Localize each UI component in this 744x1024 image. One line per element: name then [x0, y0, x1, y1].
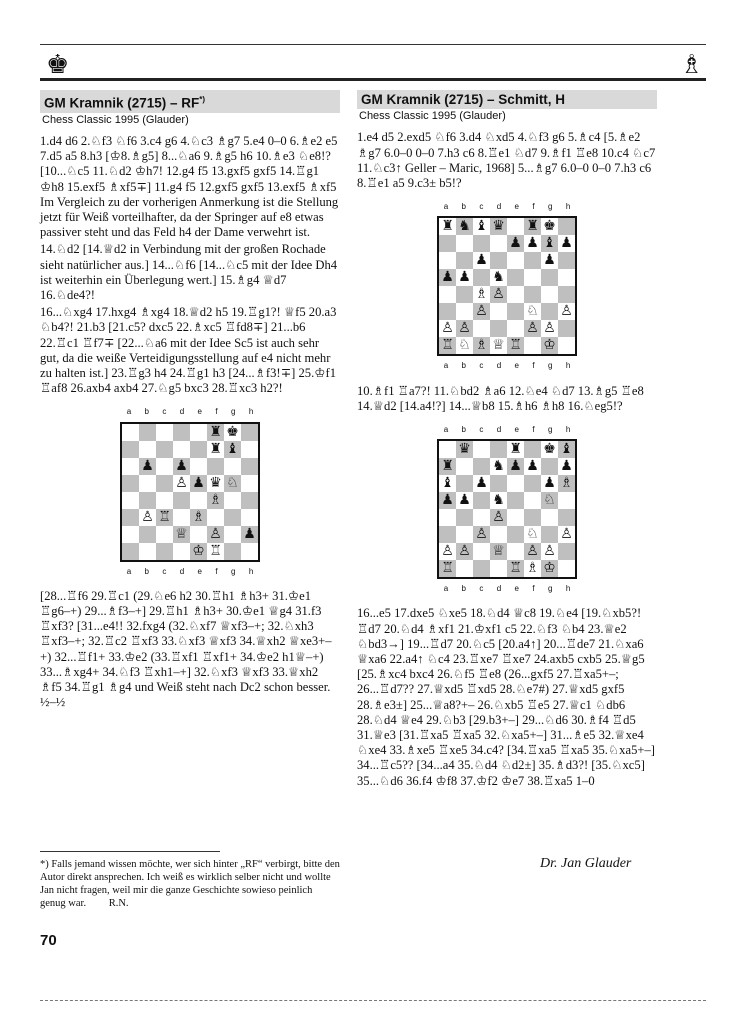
chessboard: ♜ ♞ ♝ ♛ ♜ ♚ ♟ ♟ ♝ ♟ ♟ ♟ ♟ ♟ ♞ ♗ ♙ ♙ ♘ ♙ ♙ ♙ ♙ ♙ ♖ ♘ ♗ ♕ ♖ ♔	[437, 216, 577, 356]
file-labels: a b c d e f g h	[443, 425, 571, 435]
game-text-left-2: 14.♘d2 [14.♕d2 in Verbindung mit der großen Rochade sieht natürlicher aus.] 14...♘f6 [14...♘c5 mit der Idee Dh4 ist weiterhin ein Überlegung wert.] 15.♗g4 ♕d7 16.♘de4?!	[40, 242, 338, 302]
event-right: Chess Classic 1995 (Glauder)	[359, 110, 506, 123]
game-title-left: GM Kramnik (2715) – RF*)	[40, 90, 340, 113]
file-labels: a b c d e f g h	[443, 202, 571, 212]
chessboard: ♜ ♚ ♜ ♝ ♟ ♟ ♙ ♟ ♛ ♘ ♗ ♙ ♖ ♗ ♕ ♙ ♟ ♔ ♖	[120, 422, 260, 562]
header-rule	[40, 78, 706, 81]
top-rule	[40, 44, 706, 45]
white-bishop-icon: ♗	[680, 50, 704, 79]
event-left: Chess Classic 1995 (Glauder)	[42, 113, 189, 126]
bottom-rule	[40, 1000, 706, 1001]
footnote: *) Falls jemand wissen möchte, wer sich hinter „RF“ verbirgt, bitte den Autor direkt ansprechen. Ich weiß es wirklich selber nicht und wollte Jan nicht fragen, weil mir die ganze Geschichte sowieso peinlich genug war. R.N.	[40, 859, 340, 909]
author: Dr. Jan Glauder	[540, 856, 632, 871]
game-text-right-1: 1.e4 d5 2.exd5 ♘f6 3.d4 ♘xd5 4.♘f3 g6 5.♗c4 [5.♗e2 ♗g7 6.0–0 0–0 7.h3 c6 8.♖e1 ♘d7 9.♗f1 ♖e8 10.c4 ♘c7 11.♘c3↑ Geller – Maric, 1968] 5...♗g7 6.0–0 0–0 7.h3 c6 8.♖e1 a5 9.c3± b5!?	[357, 130, 656, 191]
chess-diagram-right-1	[427, 199, 587, 373]
left-column	[40, 90, 340, 712]
black-king-icon: ♚	[46, 50, 70, 79]
page-number: 70	[40, 932, 57, 949]
file-labels: a b c d e f g h	[443, 361, 571, 371]
chessboard: ♛ ♜ ♚ ♝ ♜ ♞ ♟ ♟ ♟ ♝ ♟ ♟ ♗ ♟ ♟ ♞ ♘ ♙ ♙ ♘ ♙ ♙ ♙ ♕ ♙ ♙ ♖ ♖ ♗ ♔	[437, 439, 577, 579]
right-column	[357, 90, 657, 791]
file-labels: a b c d e f g h	[126, 566, 254, 576]
footnote-rule	[40, 851, 220, 852]
game-text-left-1: 1.d4 d6 2.♘f3 ♘f6 3.c4 g6 4.♘c3 ♗g7 5.e4 0–0 6.♗e2 e5 7.d5 a5 8.h3 [♔8.♗g5] 8...♘a6 9.♗g5 h6 10.♗e3 ♘e8!? [10...♘c5 11.♘d2 ♔h7! 12.g4 f5 13.gxf5 gxf5 14.♖g1 ♔h8 15.exf5 ♗xf5∓] 11.g4 f5 12.gxf5 gxf5 13.exf5 ♗xf5 Im Vergleich zu der vorherigen Anmerkung ist die Stellung jetzt für Weiß vorteilhafter, da der Springer auf e8 etwas passiver steht und das Feld h4 der Dame verwehrt ist.	[40, 133, 339, 240]
game-text-left-4: [28...♖f6 29.♖c1 (29.♘e6 h2 30.♖h1 ♗h3+ 31.♔e1 ♖g6–+) 29...♗f3–+] 29.♖h1 ♗h3+ 30.♔e1 ♕g4 31.f3 ♖xf3? [31...e4!! 32.fxg4 (32.♘xf7 ♕xf3–+; 32.♘xh3 ♖xf3–+; 32.♖c2 ♖xf3 33.♘xf3 ♕xf3 34.♕xh2 ♕xe3+–+) 32...♖f1+ 33.♔e2 (33.♖xf1 ♖xf1+ 34.♔e2 h1♕–+) 33...♗xg4+ 34.♘f3 ♖xh1–+] 32.♘xf3 ♕xf3 33.♕xh2 ♗f5 34.♖g1 ♗g4 und Weiß steht nach Dc2 schon besser. ½–½	[40, 588, 332, 710]
game-text-left-3: 16...♘xg4 17.hxg4 ♗xg4 18.♕d2 h5 19.♖g1?! ♕f5 20.a3 ♘b4?! 21.b3 [21.c5? dxc5 22.♗xc5 ♖fd8∓] 21...b6 22.♖c1 ♖f7∓ [22...♘a6 mit der Idee Sc5 ist auch sehr gut, da die weiße Verteidigungsstellung auf e4 nicht mehr zu halten ist.] 23.♖g3 h4 24.♖g1 h3 [24...♗f3!∓] 25.♔f1 ♖af8 26.axb4 axb4 27.♘g5 bxc3 28.♖xc3 h2?!	[40, 305, 337, 396]
file-labels: a b c d e f g h	[126, 407, 254, 417]
chess-diagram-left	[110, 404, 270, 578]
chess-diagram-right-2	[427, 422, 587, 596]
game-text-right-2: 10.♗f1 ♖a7?! 11.♘bd2 ♗a6 12.♘e4 ♘d7 13.♗g5 ♖e8 14.♕d2 [14.a4!?] 14...♕b8 15.♗h6 ♗h8 16.♘eg5!?	[357, 383, 644, 413]
game-title-right: GM Kramnik (2715) – Schmitt, H	[357, 90, 657, 109]
game-text-right-3: 16...e5 17.dxe5 ♘xe5 18.♘d4 ♕c8 19.♘e4 [19.♘xb5?! ♖d7 20.♘d4 ♗xf1 21.♔xf1 c5 22.♘f3 ♘b4 23.♕e2 ♘bd3→] 19...♖d7 20.♘c5 [20.a4↑] 20...♖de7 21.♘xa6 ♕xa6 22.a4↑ ♘c4 23.♖xe7 ♖xe7 24.axb5 cxb5 25.♕g5 [25.♗xc4 bxc4 26.♘f5 ♖e8 (26...gxf5 27.♖xa5+–; 26...♖d7?? 27.♕xd5 ♖xd5 28.♘e7#) 27.♕xd5 gxf5 28.♗e3±] 25...♕a8?+– 26.♘xb5 ♖e5 27.♕c1 ♘db6 28.♘d4 ♕e4 29.♘b3 [29.b3+–] 29...♘d6 30.♗f4 ♖d5 31.♕e3 [31.♖xa5 ♖xa5 32.♘xa5+–] 31...♗e5 32.♕xe4 ♘xe4 33.♗xe5 ♖xe5 34.c4? [34.♖xa5 ♖xa5 35.♘xa5+–] 34...♖c5?? [34...a4 35.♘d4 ♘d2±] 35.♗d3?! [35.♘xc5] 35...♘d6 36.f4 ♔f8 37.♔f2 ♔e7 38.♖xa5 1–0	[357, 606, 655, 788]
file-labels: a b c d e f g h	[443, 584, 571, 594]
